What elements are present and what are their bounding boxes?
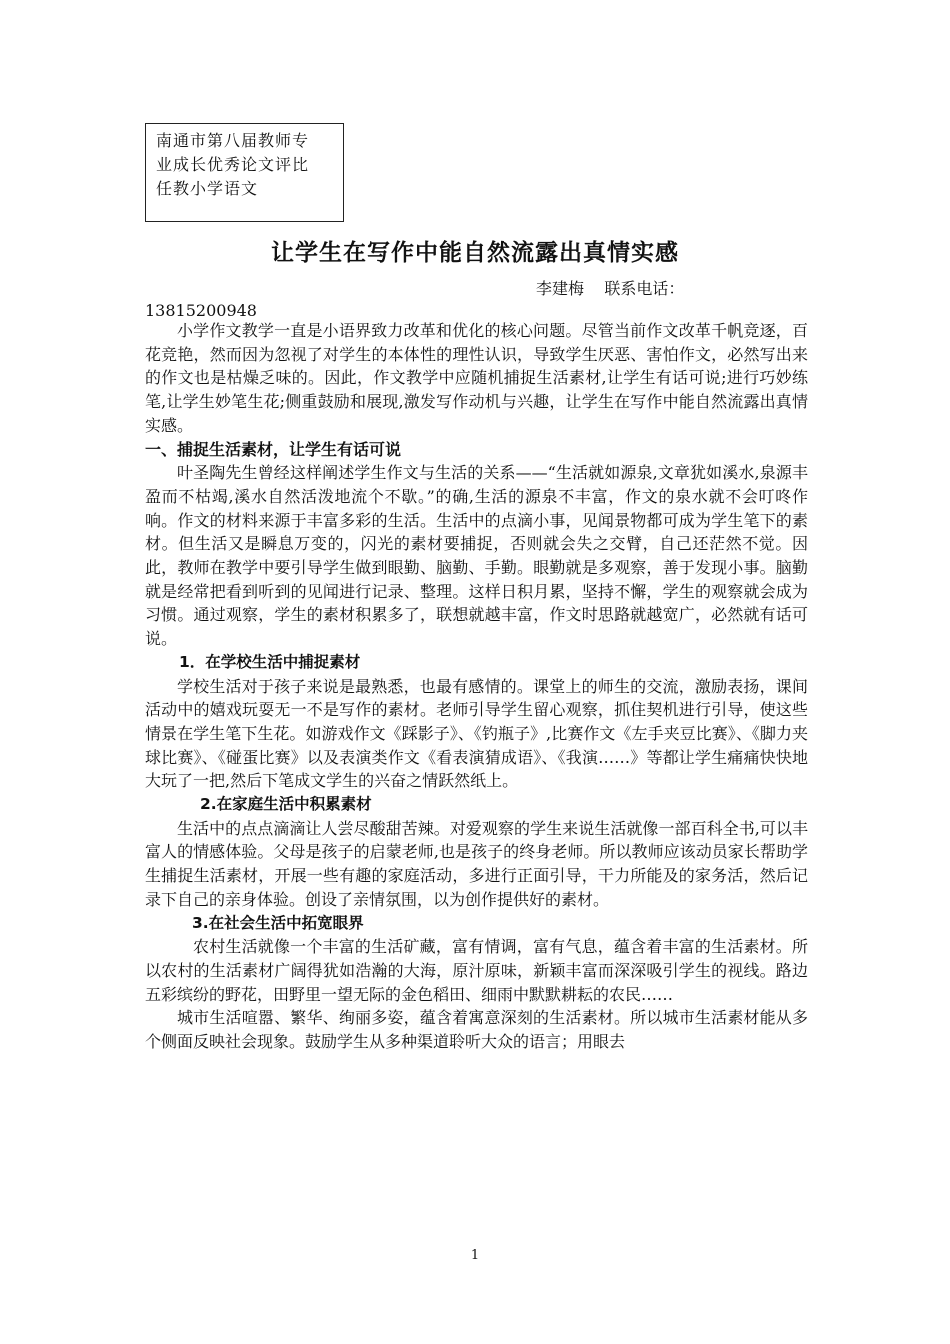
subsection-heading: 2.在家庭生活中积累素材 [200, 795, 372, 814]
subsection-paragraph: 学校生活对于孩子来说是最熟悉，也最有感情的。课堂上的师生的交流，激励表扬，课间活动中的嬉戏玩耍无一不是写作的素材。老师引导学生留心观察，抓住契机进行引导，使这些情景在学生笔下生花。如游戏作文《踩影子》、《钓瓶子》,比赛作文《左手夹豆比赛》、《脚力夹球比赛》、《碰蛋比赛》以及表演类作文《看表演猜成语》、《我演……》等都让学生痛痛快快地大玩了一把,然后下笔成文学生的兴奋之情跃然纸上。 [145, 676, 808, 791]
subsection-heading: 3.在社会生活中拓宽眼界 [192, 913, 364, 932]
intro-paragraph: 小学作文教学一直是小语界致力改革和优化的核心问题。尽管当前作文改革千帆竞逐，百花竞艳，然而因为忽视了对学生的本体性的理性认识，导致学生厌恶、害怕作文，必然写出来的作文也是枯燥乏味的。因此，作文教学中应随机捕捉生活素材,让学生有话可说;进行巧妙练笔,让学生妙笔生花;侧重鼓励和展现,激发写作动机与兴趣，让学生在写作中能自然流露出真情实感。 [145, 321, 808, 435]
phone-number: 13815200948 [145, 301, 257, 320]
header-info-box [145, 123, 344, 222]
header-box-line: 南通市第八届教师专 [156, 131, 310, 150]
subsection-paragraph: 农村生活就像一个丰富的生活矿藏，富有情调，富有气息，蕴含着丰富的生活素材。所以农村的生活素材广阔得犹如浩瀚的大海，原汁原味，新颖丰富而深深吸引学生的视线。路边五彩缤纷的野花，田野里一望无际的金色稻田、细雨中默默耕耘的农民…… [145, 937, 808, 1004]
subsection-heading: 1．在学校生活中捕捉素材 [179, 652, 361, 671]
header-box-line: 业成长优秀论文评比 [156, 155, 310, 174]
header-box-line: 任教小学语文 [156, 179, 259, 198]
author-line: 李建梅 联系电话： [536, 279, 685, 298]
section-heading: 一、捕捉生活素材，让学生有话可说 [145, 439, 402, 459]
document-title: 让学生在写作中能自然流露出真情实感 [271, 240, 679, 266]
document-body [145, 319, 808, 1054]
subsection-paragraph: 生活中的点点滴滴让人尝尽酸甜苦辣。对爱观察的学生来说生活就像一部百科全书,可以丰富人的情感体验。父母是孩子的启蒙老师,也是孩子的终身老师。所以教师应该动员家长帮助学生捕捉生活素材，开展一些有趣的家庭活动，多进行正面引导，干力所能及的家务活，然后记录下自己的亲身体验。创设了亲情氛围，以为创作提供好的素材。 [145, 818, 808, 909]
page-number: 1 [470, 1248, 480, 1263]
subsection-paragraph: 城市生活喧嚣、繁华、绚丽多姿，蕴含着寓意深刻的生活素材。所以城市生活素材能从多个侧面反映社会现象。鼓励学生从多种渠道聆听大众的语言；用眼去 [145, 1008, 808, 1052]
section-paragraph: 叶圣陶先生曾经这样阐述学生作文与生活的关系——“生活就如源泉,文章犹如溪水,泉源丰盈而不枯竭,溪水自然活泼地流个不歇。”的确,生活的源泉不丰富，作文的泉水就不会叮咚作响。作文的材料来源于丰富多彩的生活。生活中的点滴小事，见闻景物都可成为学生笔下的素材。但生活又是瞬息万变的，闪光的素材要捕捉，否则就会失之交臂，自己还茫然不觉。因此，教师在教学中要引导学生做到眼勤、脑勤、手勤。眼勤就是多观察，善于发现小事。脑勤就是经常把看到听到的见闻进行记录、整理。这样日积月累，坚持不懈，学生的观察就会成为习惯。通过观察，学生的素材积累多了，联想就越丰富，作文时思路就越宽广，必然就有话可说。 [145, 463, 808, 649]
